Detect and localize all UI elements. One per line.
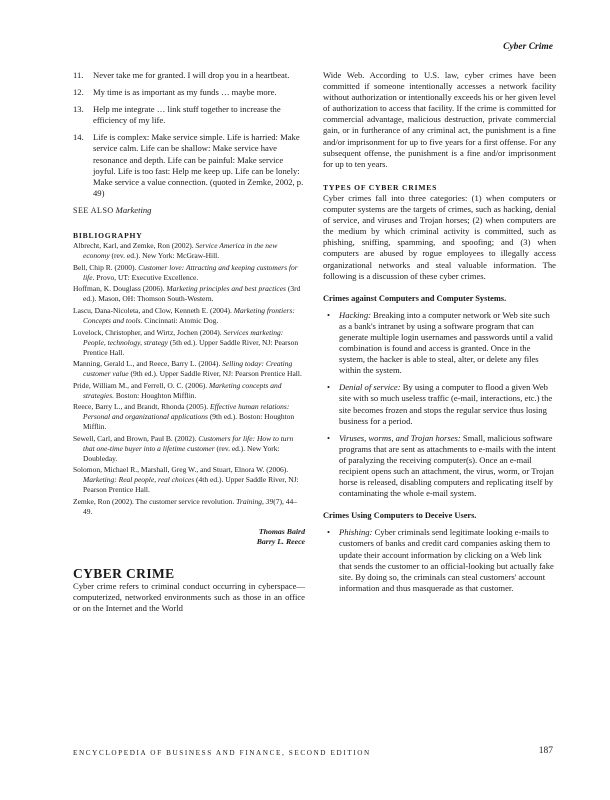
bibliography-heading: BIBLIOGRAPHY xyxy=(73,231,143,241)
see-also-label: SEE ALSO xyxy=(73,205,114,215)
author-name: Thomas Baird xyxy=(258,527,305,537)
section-heading: TYPES OF CYBER CRIMES xyxy=(323,182,438,192)
list-item xyxy=(73,70,305,81)
bibliography-list xyxy=(73,241,305,517)
bullet-item: • Viruses, worms, and Trojan horses: Small, malicious software programs that are sent as attachments to e-mails with the intent of paralyzing the receiving computer(s). Once an e-mail recipient opens such an attachment, the virus, worm, or Trojan horse is released, disabling computers and replicating itself by contaminating the whole e-mail system. xyxy=(323,433,556,500)
left-column xyxy=(73,70,305,614)
bullet-icon: • xyxy=(327,432,331,443)
subsection-heading: Crimes against Computers and Computer Systems. xyxy=(323,293,507,303)
bullet-list xyxy=(323,527,556,594)
list-item xyxy=(73,132,305,199)
bibliography-entry: Pride, William M., and Ferrell, O. C. (2006). Marketing concepts and strategies. Boston: Houghton Mifflin. xyxy=(73,380,282,400)
subsection-heading: Crimes Using Computers to Deceive Users. xyxy=(323,511,477,521)
bibliography-entry: Hoffman, K. Douglass (2006). Marketing principles and best practices (3rd ed.). Mason, OH: Thomson South-Western. xyxy=(73,284,301,304)
bibliography-entry: Lovelock, Christopher, and Wirtz, Jochen (2004). Services marketing: People, technology, strategy (5th ed.). Upper Saddle River, NJ: Pearson Prentice Hall. xyxy=(73,327,299,357)
article-intro-continued: Wide Web. According to U.S. law, cyber crimes have been committed if someone intentionally accesses a network facility without authorization or intentionally exceeds his or her given level of authorization to access that facility. If the crime is committed for commercial advantage, malicious destruction, private commercial gain, or in furtherance of any criminal act, the punishment is a fine and/or imprisonment for up to five years for a first offense. For any subsequent offense, the punishment is a fine and/or imprisonment for up to ten years. xyxy=(323,70,556,169)
bibliography-entry: Reece, Barry L., and Brandt, Rhonda (2005). Effective human relations: Personal and organizational applications (9th ed.). Boston: Houghton Mifflin. xyxy=(73,402,295,432)
item-number: 14. xyxy=(73,132,84,143)
bullet-icon: • xyxy=(327,382,331,393)
list-item xyxy=(73,87,305,98)
article-title: CYBER CRIME xyxy=(73,565,175,581)
bullet-item: • Phishing: Cyber criminals send legitimate looking e-mails to customers of banks and credit card companies asking them to update their account information by clicking on a Web link that sends the customer to an official-looking but actually fake site. By doing so, the criminals can steal customers' account information and thus masquerade as that customer. xyxy=(323,527,556,594)
author-signature xyxy=(73,527,305,548)
bibliography-entry: Solomon, Michael R., Marshall, Greg W., and Stuart, Elnora W. (2006). Marketing: Real people, real choices (4th ed.). Upper Saddle River, NJ: Pearson Prentice Hall. xyxy=(73,465,299,495)
bibliography-entry: Bell, Chip R. (2000). Customer love: Attracting and keeping customers for life. Provo, UT: Executive Excellence. xyxy=(73,262,298,282)
section-paragraph: Cyber crimes fall into three categories: (1) when computers or computer systems are the targets of crimes, such as hacking, denial of service, and viruses and Trojan horses; (2) when computers are the medium by which criminal activity is committed, such as phishing, sniffing, spamming, and spoofing; and (3) when computers are abused by rogue employees to illegally access organizational networks and steal valuable information. The following is a discussion of these cyber crimes. xyxy=(323,192,556,281)
author-name: Barry L. Reece xyxy=(256,537,305,547)
bibliography-entry: Lascu, Dana-Nicoleta, and Clow, Kenneth E. (2004). Marketing frontiers: Concepts and tools. Cincinnati: Atomic Dog. xyxy=(73,305,295,325)
running-head: Cyber Crime xyxy=(503,42,553,52)
bullet-item: • Hacking: Breaking into a computer network or Web site such as a bank's intranet by using a software program that can generate multiple login usernames and passwords until a valid combination is found and access is granted. Once in the system, the hacker is able to steal, alter, or delete any files within the system. xyxy=(323,310,556,377)
bibliography-entry: Zemke, Ron (2002). The customer service revolution. Training, 39(7), 44–49. xyxy=(73,497,297,517)
item-number: 13. xyxy=(73,104,84,115)
footer-title: ENCYCLOPEDIA OF BUSINESS AND FINANCE, SECOND EDITION xyxy=(73,749,371,757)
article-intro: Cyber crime refers to criminal conduct occurring in cyberspace—computerized, networked environments such as those in an office or on the Internet and the World xyxy=(73,580,305,613)
item-number: 11. xyxy=(73,70,84,80)
list-item xyxy=(73,104,305,126)
item-text: Help me integrate … link stuff together to increase the efficiency of my life. xyxy=(93,104,281,126)
item-text: My time is as important as my funds … maybe more. xyxy=(93,87,277,98)
right-column xyxy=(323,70,556,600)
see-also-link[interactable]: Marketing xyxy=(115,204,152,215)
bibliography-entry: Albrecht, Karl, and Zemke, Ron (2002). Service America in the new economy (rev. ed.). New York: McGraw-Hill. xyxy=(73,241,278,261)
see-also xyxy=(73,205,305,216)
item-number: 12. xyxy=(73,87,84,98)
item-text: Life is complex: Make service simple. Life is harried: Make service calm. Life can be shallow: Make service have resonance and depth. Life can be painful: Make service joyful. Life is too fast: Help me keep up. Life can be lonely: Make service a value connection. (quoted in Zemke, 2002, p. 49) xyxy=(93,132,304,198)
bullet-icon: • xyxy=(327,527,331,538)
bibliography-entry: Manning, Gerald L., and Reece, Barry L. (2004). Selling today: Creating customer value (9th ed.). Upper Saddle River, NJ: Pearson Prentice Hall. xyxy=(73,359,302,379)
bullet-list xyxy=(323,310,556,500)
bibliography-entry: Sewell, Carl, and Brown, Paul B. (2002). Customers for life: How to turn that one-time buyer into a lifetime customer (rev. ed.). New York: Doubleday. xyxy=(73,433,294,463)
page-number: 187 xyxy=(538,746,553,756)
bullet-icon: • xyxy=(327,309,331,320)
bullet-item: • Denial of service: By using a computer to flood a given Web site with so much useless traffic (e-mail, interactions, etc.) the site becomes frozen and stops the regular service thus losing business for a period. xyxy=(323,382,556,426)
numbered-list xyxy=(73,70,305,199)
item-text: Never take me for granted. I will drop you in a heartbeat. xyxy=(93,70,290,80)
